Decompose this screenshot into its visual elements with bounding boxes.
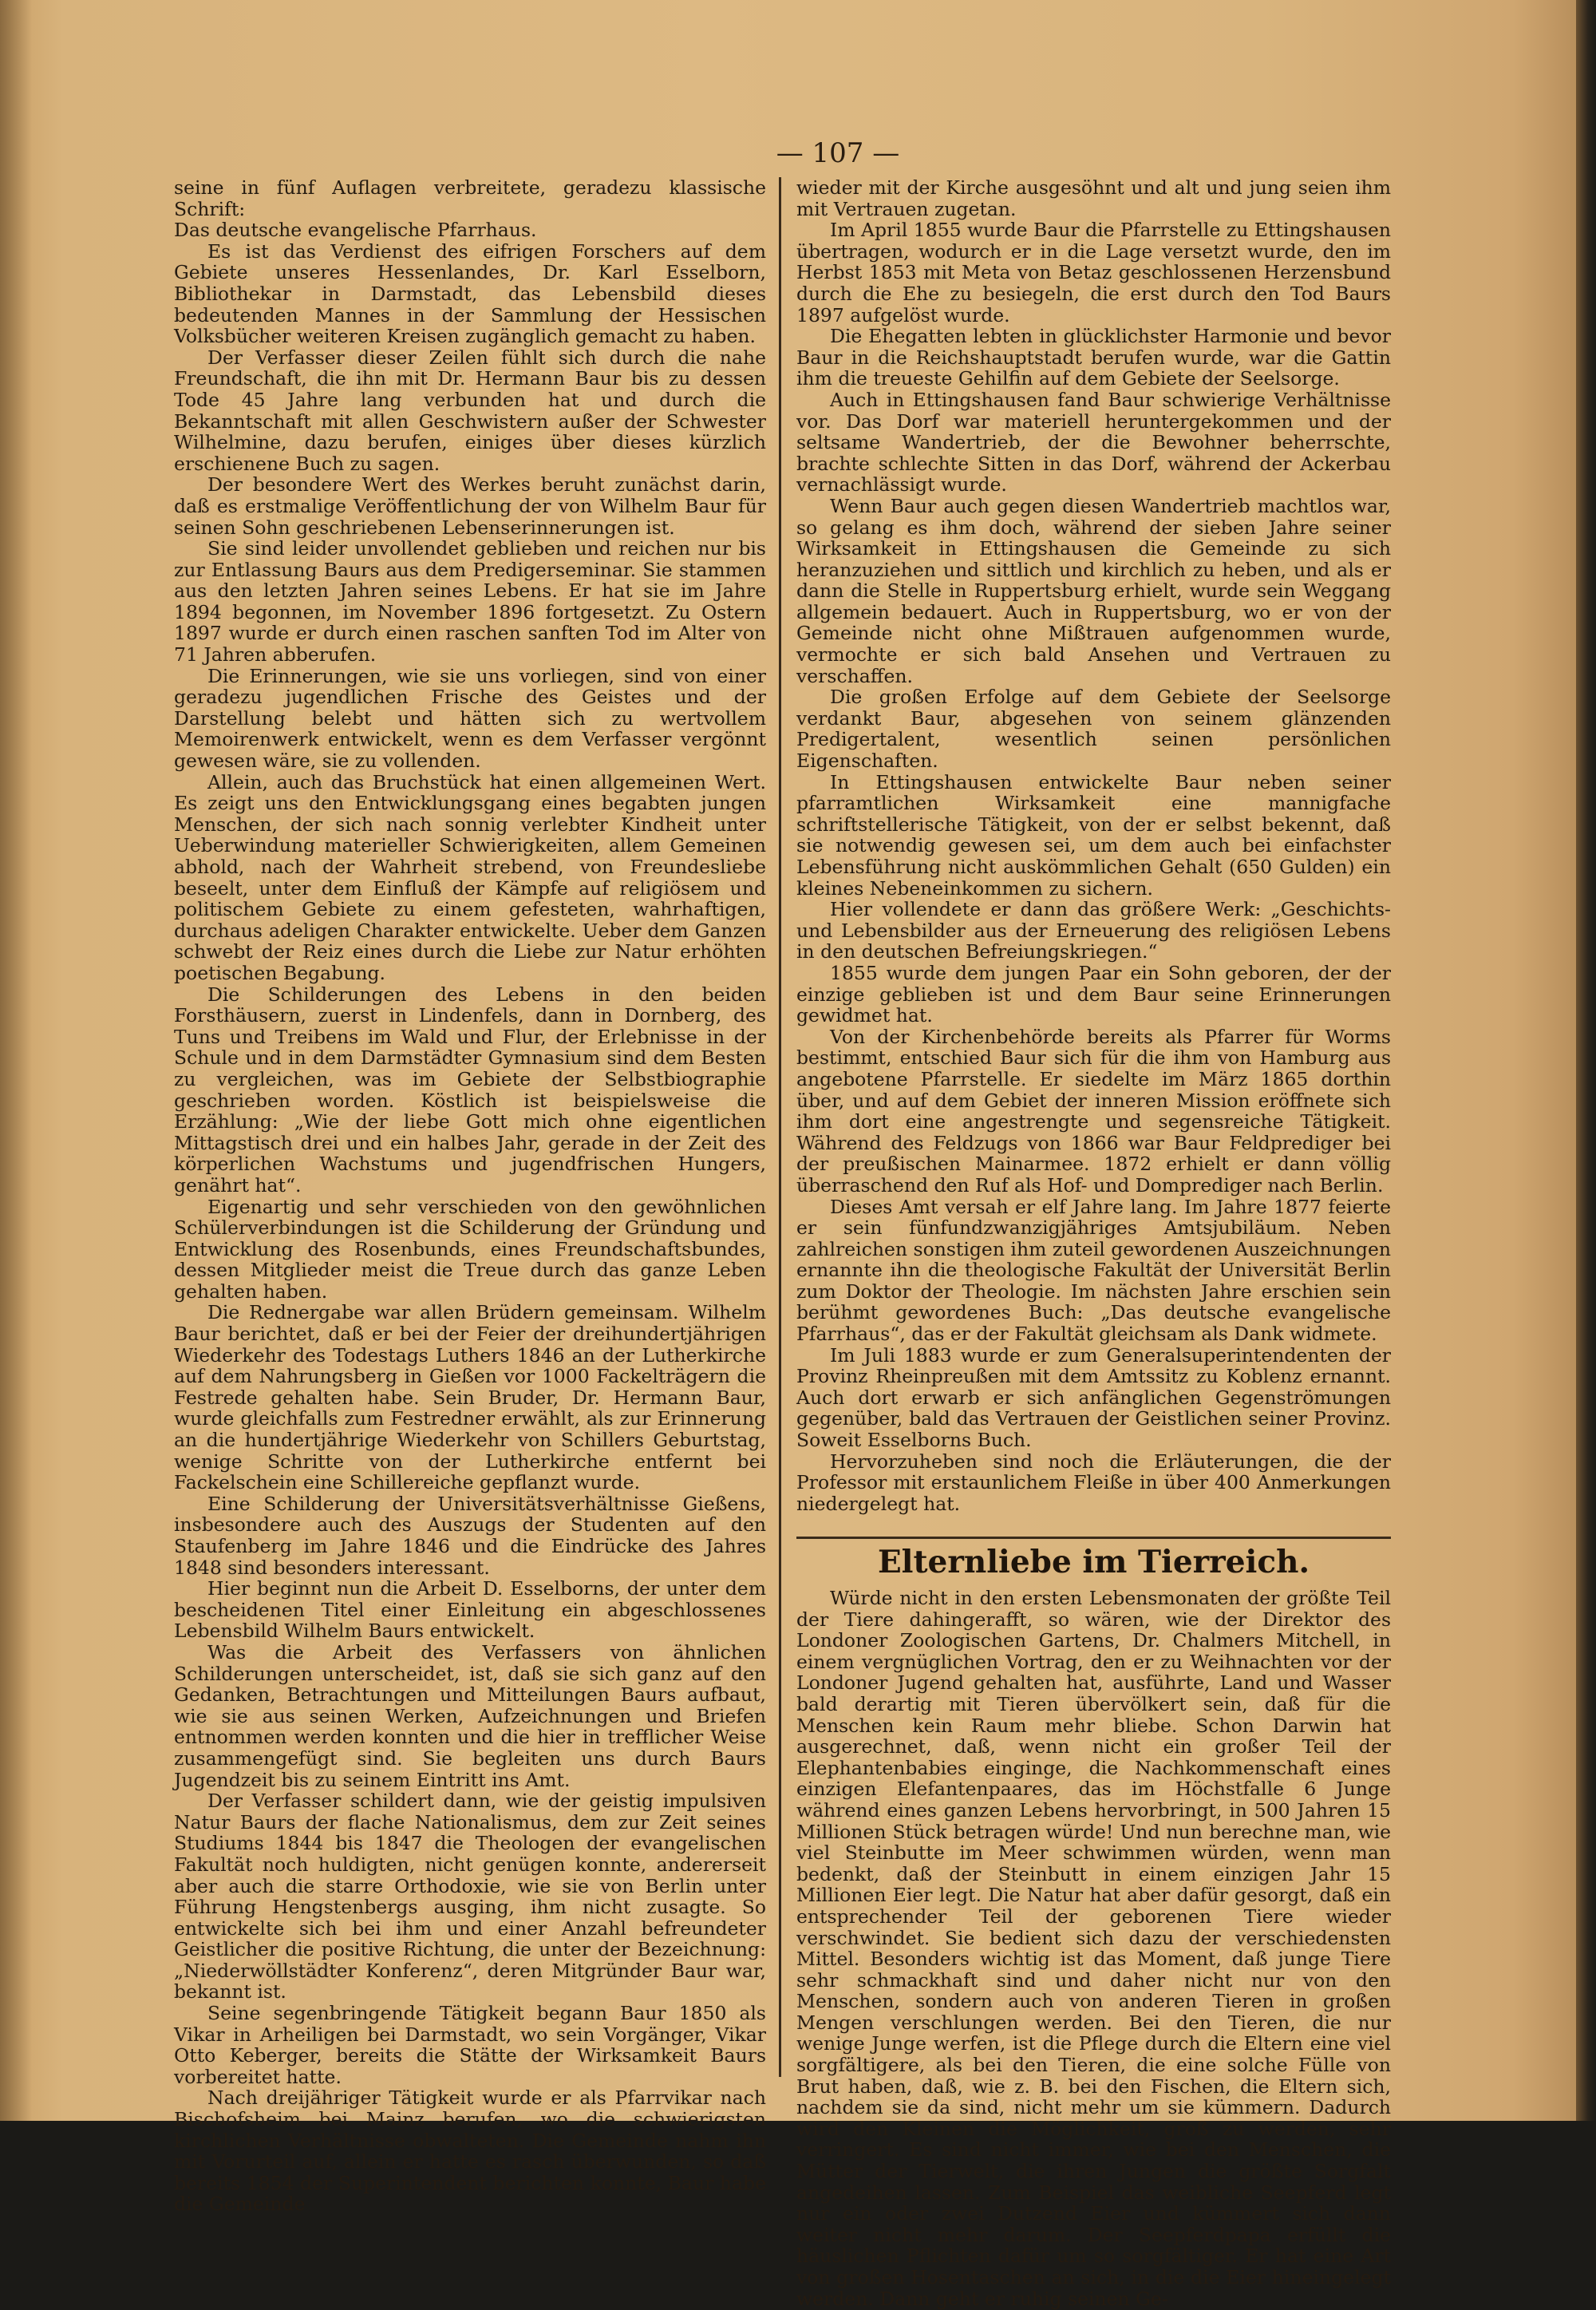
paragraph: Von der Kirchenbehörde bereits als Pfarrer für Worms bestimmt, entschied Baur sich für die ihm von Hamburg aus angebotene Pfarrstelle. Er siedelte im März 1865 dorthin über, und auf dem Gebiet der inneren Mission eröffnete sich ihm dort eine angestrengte und segensreiche Tätigkeit. Während des Feldzugs von 1866 war Baur Feldprediger bei der preußischen Mainarmee. 1872 erhielt er dann völlig überraschend den Ruf als Hof- und Domprediger nach Berlin.	[796, 1025, 1391, 1197]
paragraph: Der Verfasser dieser Zeilen fühlt sich durch die nahe Freundschaft, die ihn mit Dr. Hermann Baur bis zu dessen Tode 45 Jahre lang verbunden hat und durch die Bekanntschaft mit allen Geschwistern außer der Schwester Wilhelmine, dazu berufen, einiges über dieses kürzlich erschienene Buch zu sagen.	[174, 346, 766, 475]
article-heading: Elternliebe im Tierreich.	[796, 1537, 1391, 1573]
paragraph: Es ist das Verdienst des eifrigen Forschers auf dem Gebiete unseres Hessenlandes, Dr. Karl Esselborn, Bibliothekar in Darmstadt, das Lebensbild dieses bedeutenden Mannes in der Sammlung der Hessischen Volksbücher weiteren Kreisen zugänglich gemacht zu haben.	[174, 239, 766, 348]
paragraph: 1855 wurde dem jungen Paar ein Sohn geboren, der der einzige geblieben ist und dem Baur seine Erinnerungen gewidmet hat.	[796, 961, 1391, 1027]
paragraph: Auch in Ettingshausen fand Baur schwierige Verhältnisse vor. Das Dorf war materiell heruntergekommen und der seltsame Wandertrieb, der die Bewohner beherrschte, brachte schlechte Sitten in das Dorf, während der Ackerbau vernachlässigt wurde.	[796, 388, 1391, 496]
paragraph: Das deutsche evangelische Pfarrhaus.	[174, 219, 537, 242]
page-number: — 107 —	[776, 137, 900, 169]
paragraph: Allein, auch das Bruchstück hat einen allgemeinen Wert. Es zeigt uns den Entwicklungsgang eines begabten jungen Menschen, der sich nach sonnig verlebter Kindheit unter Ueberwindung materieller Schwierigkeiten, allem Gemeinen abhold, nach der Wahrheit strebend, von Freundesliebe beseelt, unter dem Einfluß der Kämpfe auf religiösem und politischem Gebiete zu einem gefesteten, wahrhaftigen, durchaus adeligen Charakter entwickelte. Ueber dem Ganzen schwebt der Reiz eines durch die Liebe zur Natur erhöhten poetischen Begabung.	[174, 770, 766, 984]
paragraph: Der besondere Wert des Werkes beruht zunächst darin, daß es erstmalige Veröffentlichung der von Wilhelm Baur für seinen Sohn geschriebenen Lebenserinnerungen ist.	[174, 473, 766, 539]
paragraph: Hier vollendete er dann das größere Werk: „Geschichts- und Lebensbilder aus der Erneuerung des religiösen Lebens in den deutschen Befreiungskriegen.“	[796, 898, 1391, 963]
page-spine-shadow	[0, 0, 32, 2121]
paragraph: Seine segenbringende Tätigkeit begann Baur 1850 als Vikar in Arheiligen bei Darmstadt, wo sein Vorgänger, Vikar Otto Keberger, bereits die Stätte der Wirksamkeit Baurs vorbereitet hatte.	[174, 2002, 766, 2088]
right-column-article-2	[796, 1588, 1391, 2309]
left-column	[174, 177, 766, 2215]
right-column-article-end	[796, 177, 1391, 1514]
paragraph: seine in fünf Auflagen verbreitete, geradezu klassische Schrift:	[174, 176, 766, 220]
page-edge	[1576, 0, 1596, 2121]
paragraph: Eigenartig und sehr verschieden von den gewöhnlichen Schülerverbindungen ist die Schilderung der Gründung und Entwicklung des Rosenbunds, eines Freundschaftsbundes, dessen Mitglieder meist die Treue durch das ganze Leben gehalten haben.	[174, 1195, 766, 1303]
paragraph: Hervorzuheben sind noch die Erläuterungen, die der Professor mit erstaunlichem Fleiße in über 400 Anmerkungen niedergelegt hat.	[796, 1450, 1391, 1515]
paragraph: Dieses Amt versah er elf Jahre lang. Im Jahre 1877 feierte er sein fünfundzwanzigjähriges Amtsjubiläum. Neben zahlreichen sonstigen ihm zuteil gewordenen Auszeichnungen ernannte ihn die theologische Fakultät der Universität Berlin zum Doktor der Theologie. Im nächsten Jahre erschien sein berühmt gewordenes Buch: „Das deutsche evangelische Pfarrhaus“, das er der Fakultät gleichsam als Dank widmete.	[796, 1195, 1392, 1346]
paragraph: Wenn Baur auch gegen diesen Wandertrieb machtlos war, so gelang es ihm doch, während der sieben Jahre seiner Wirksamkeit in Ettingshausen die Gemeinde zu sich heranzuziehen und sittlich und kirchlich zu heben, und als er dann die Stelle in Ruppertsburg erhielt, wurde sein Weggang allgemein bedauert. Auch in Ruppertsburg, wo er von der Gemeinde nicht ohne Mißtrauen aufgenommen wurde, vermochte er sich bald Ansehen und Vertrauen zu verschaffen.	[796, 494, 1391, 687]
paragraph: Die Ehegatten lebten in glücklichster Harmonie und bevor Baur in die Reichshauptstadt berufen wurde, war die Gattin ihm die treueste Gehilfin auf dem Gebiete der Seelsorge.	[796, 325, 1391, 390]
column-rule	[779, 177, 781, 2077]
paragraph: In Ettingshausen entwickelte Baur neben seiner pfarramtlichen Wirksamkeit eine mannigfache schriftstellerische Tätigkeit, von der er selbst bekennt, daß sie notwendig gewesen sei, um dem auch bei einfachster Lebensführung nicht auskömmlichen Gehalt (650 Gulden) ein kleines Nebeneinkommen zu sichern.	[796, 770, 1391, 900]
paragraph: Eine Schilderung der Universitätsverhältnisse Gießens, insbesondere auch des Auszugs der Studenten auf den Staufenberg im Jahre 1846 und die Eindrücke des Jahres 1848 sind besonders interessant.	[174, 1492, 766, 1579]
paragraph: Die großen Erfolge auf dem Gebiete der Seelsorge verdankt Baur, abgesehen von seinem glänzenden Predigertalent, wesentlich seinen persönlichen Eigenschaften.	[796, 686, 1391, 773]
paragraph: Die Schilderungen des Lebens in den beiden Forsthäusern, zuerst in Lindenfels, dann in Dornberg, des Tuns und Treibens im Wald und Flur, der Erlebnisse in der Schule und in dem Darmstädter Gymnasium sind dem Besten zu vergleichen, was im Gebiete der Selbstbiographie geschrieben worden. Köstlich ist beispielsweise die Erzählung: „Wie der liebe Gott mich ohne eigentlichen Mittagstisch drei und ein halbes Jahr, gerade in der Zeit des körperlichen Wachstums und jugendfrischen Hungers, genährt hat“.	[174, 983, 766, 1197]
paragraph: Nach dreijähriger Tätigkeit wurde er als Pfarrvikar nach Bischofsheim bei Mainz berufen, wo die schwierigsten kirchlichen Verhältnisse obwalteten. Die Gemeinde nahm ihn mit Vorurteil auf, allein er hatte es rasch überwunden, so daß bereits 1854 der Superintendent berichten konnte, Baur habe die Gemeinde	[174, 2087, 766, 2216]
paragraph: wieder mit der Kirche ausgesöhnt und alt und jung seien ihm mit Vertrauen zugetan.	[796, 176, 1391, 220]
paragraph: Sie sind leider unvollendet geblieben und reichen nur bis zur Entlassung Baurs aus dem Predigerseminar. Sie stammen aus den letzten Jahren seines Lebens. Er hat sie im Jahre 1894 begonnen, im November 1896 fortgesetzt. Zu Ostern 1897 wurde er durch einen raschen sanften Tod im Alter von 71 Jahren abberufen.	[174, 537, 766, 666]
paragraph: Die Rednergabe war allen Brüdern gemeinsam. Wilhelm Baur berichtet, daß er bei der Feier der dreihundertjährigen Wiederkehr des Todestags Luthers 1846 an der Lutherkirche auf dem Nahrungsberg in Gießen vor 1000 Fackelträgern die Festrede gehalten habe. Sein Bruder, Dr. Hermann Baur, wurde gleichfalls zum Festredner erwählt, als zur Erinnerung an die hundertjährige Wiederkehr von Schillers Geburtstag, wenige Schritte von der Lutherkirche entfernt bei Fackelschein eine Schillereiche gepflanzt wurde.	[174, 1301, 766, 1494]
right-column	[796, 177, 1391, 2309]
paragraph: Würde nicht in den ersten Lebensmonaten der größte Teil der Tiere dahingerafft, so wären, wie der Direktor des Londoner Zoologischen Gartens, Dr. Chalmers Mitchell, in einem vergnüglichen Vortrag, den er zu Weihnachten vor der Londoner Jugend gehalten hat, ausführte, Land und Wasser bald derartig mit Tieren übervölkert sein, daß für die Menschen kein Raum mehr bliebe. Schon Darwin hat ausgerechnet, daß, wenn nicht ein großer Teil der Elephantenbabies einginge, die Nachkommenschaft eines einzigen Elefantenpaares, das im Höchstfalle 6 Junge während eines ganzen Lebens hervorbringt, in 500 Jahren 15 Millionen Stück betragen würde! Und nun berechne man, wie viel Steinbutte im Meer schwimmen würden, wenn man bedenkt, daß der Steinbutt in einem einzigen Jahr 15 Millionen Eier legt. Die Natur hat aber dafür gesorgt, daß ein entsprechender Teil der geborenen Tiere wieder verschwindet. Sie bedient sich dazu der verschiedensten Mittel. Besonders wichtig ist das Moment, daß junge Tiere sehr schmackhaft sind und daher nicht nur von den Menschen, sondern auch von anderen Tieren in großen Mengen verschlungen werden. Bei den Tieren, die nur wenige Junge werfen, ist die Pflege durch die Eltern eine viel sorgfältigere, als bei den Tieren, die eine solche Fülle von Brut haben, daß, wie z. B. bei den Fischen, die Eltern sich, nachdem sie da sind, nicht mehr um sie kümmern. Dadurch wird den Kleinen die Möglichkeit, groß zu werden, sehr verringert. Es sind nicht immer, wie bei den Menschen, die Mütter der Tierwelt, die ihren Jungen die größte Sorgfalt angedeihen lassen. Zum Beispiel das weibliche Seepferd legt nur ein oder zwei Dutzend Eier und kümmert sich dann weiter nicht mehr darum. Der Seepferdpapa erfüllt die häuslichen Pflichten dafür um so sorgfältiger. Er hat eine Art von großen Hosentaschen an sich, in die die Eier hineingelegt werden. Dann geht er ruhig seinen Ge-	[796, 1587, 1391, 2310]
paragraph: Der Verfasser schildert dann, wie der geistig impulsiven Natur Baurs der flache Nationalismus, dem zur Zeit seines Studiums 1844 bis 1847 die Theologen der evangelischen Fakultät noch huldigten, nicht genügen konnte, andererseit aber auch die starre Orthodoxie, wie sie von Berlin unter Führung Hengstenbergs ausging, ihm nicht zusagte. So entwickelte sich bei ihm und einer Anzahl befreundeter Geistlicher die positive Richtung, die unter der Bezeichnung: „Niederwöllstädter Konferenz“, deren Mitgründer Baur war, bekannt ist.	[174, 1790, 766, 2003]
paragraph: Hier beginnt nun die Arbeit D. Esselborns, der unter dem bescheidenen Titel einer Einleitung ein abgeschlossenes Lebensbild Wilhelm Baurs entwickelt.	[174, 1577, 766, 1643]
paragraph: Was die Arbeit des Verfassers von ähnlichen Schilderungen unterscheidet, ist, daß sie sich ganz auf den Gedanken, Betrachtungen und Mitteilungen Baurs aufbaut, wie sie aus seinen Werken, Aufzeichnungen und Briefen entnommen werden konnten und die hier in trefflicher Weise zusammengefügt sind. Sie begleiten uns durch Baurs Jugendzeit bis zu seinem Eintritt ins Amt.	[174, 1640, 766, 1791]
paragraph: Die Erinnerungen, wie sie uns vorliegen, sind von einer geradezu jugendlichen Frische des Geistes und der Darstellung belebt und hätten sich zu wertvollem Memoirenwerk entwickelt, wenn es dem Verfasser vergönnt gewesen wäre, sie zu vollenden.	[174, 664, 766, 773]
paragraph: Im April 1855 wurde Baur die Pfarrstelle zu Ettingshausen übertragen, wodurch er in die Lage versetzt wurde, den im Herbst 1853 mit Meta von Betaz geschlossenen Herzensbund durch die Ehe zu besiegeln, die erst durch den Tod Baurs 1897 aufgelöst wurde.	[796, 219, 1391, 326]
paragraph: Im Juli 1883 wurde er zum Generalsuperintendenten der Provinz Rheinpreußen mit dem Amtssitz zu Koblenz ernannt. Auch dort erwarb er sich anfänglichen Gegenströmungen gegenüber, bald das Vertrauen der Geistlichen seiner Provinz. Soweit Esselborns Buch.	[796, 1343, 1391, 1452]
